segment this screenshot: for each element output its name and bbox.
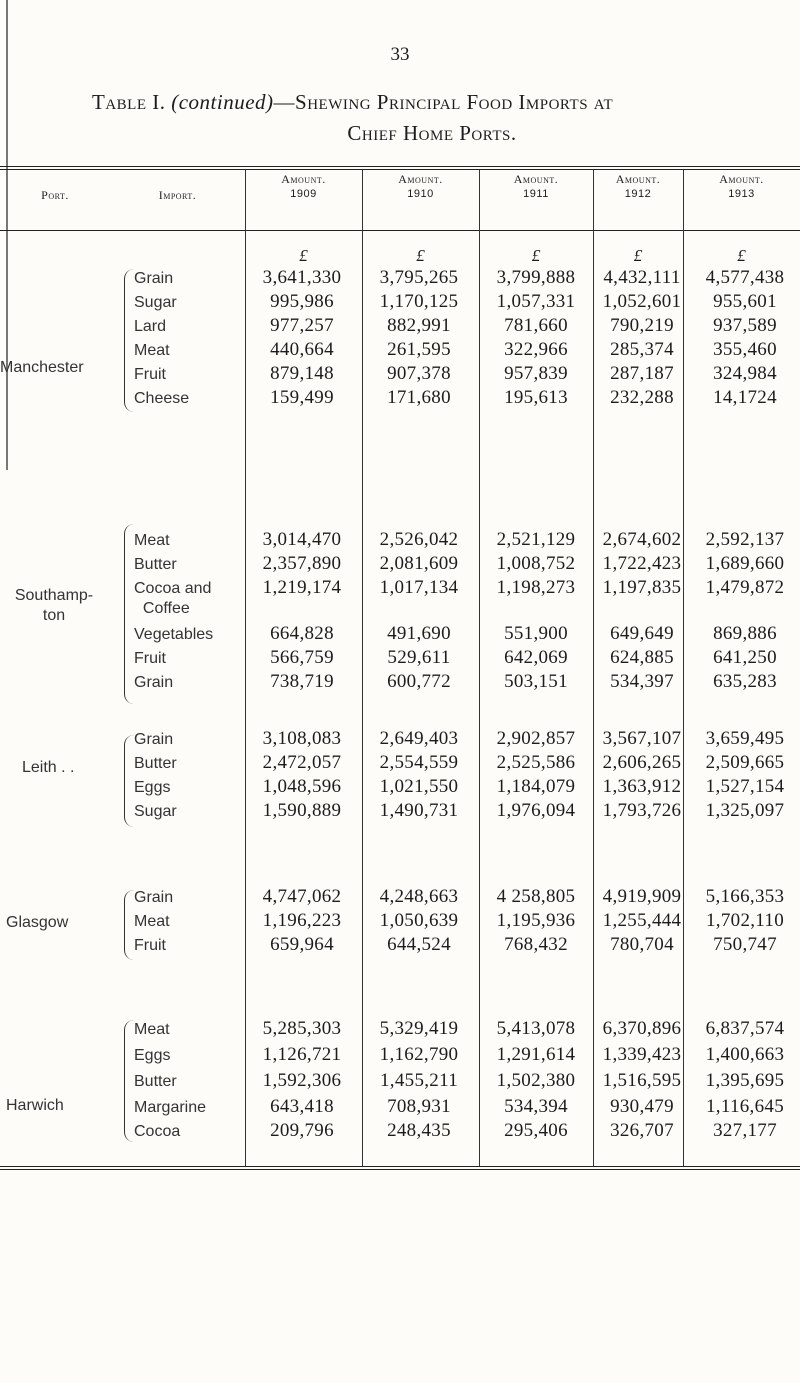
- pound-1911: £: [531, 246, 541, 265]
- amount-cell: 957,839: [504, 363, 568, 384]
- amount-cell: 1,702,110: [706, 910, 784, 931]
- header-amount-1912: Amount. 1912: [615, 172, 661, 200]
- import-item: Cheese: [134, 390, 190, 407]
- amount-cell: 2,526,042: [379, 529, 459, 550]
- amount-cell: 1,363,912: [602, 776, 682, 797]
- header-amount-1911: Amount. 1911: [513, 172, 559, 200]
- amount-cell: 2,081,609: [379, 553, 459, 574]
- amount-cell: 995,986: [270, 291, 334, 312]
- amount-cell: 248,435: [387, 1120, 451, 1141]
- amount-cell: 1,291,614: [496, 1044, 576, 1065]
- amount-cell: 2,509,665: [705, 752, 785, 773]
- port-glasgow: Glasgow: [6, 914, 69, 931]
- amount-cell: 295,406: [504, 1120, 568, 1141]
- import-item: Sugar: [134, 294, 177, 311]
- import-item: Vegetables: [134, 626, 214, 643]
- import-item: Fruit: [134, 650, 166, 667]
- amount-cell: 1,255,444: [602, 910, 682, 931]
- amount-cell: 955,601: [713, 291, 777, 312]
- import-item: Butter: [134, 1073, 177, 1090]
- amount-cell: 644,524: [387, 934, 451, 955]
- amount-cell: 3,108,083: [262, 728, 342, 749]
- amount-cell: 6,837,574: [705, 1018, 785, 1039]
- import-item: Fruit: [134, 937, 166, 954]
- import-item: Grain: [134, 674, 174, 691]
- amount-cell: 2,606,265: [602, 752, 682, 773]
- amount-cell: 1,325,097: [705, 800, 785, 821]
- amount-cell: 708,931: [387, 1096, 451, 1117]
- amount-cell: 1,479,872: [705, 577, 785, 598]
- amount-cell: 355,460: [713, 339, 777, 360]
- title-dash-text: —Shewing Principal Food Imports at: [273, 90, 614, 114]
- title-prefix: Table I.: [92, 90, 166, 114]
- amount-cell: 566,759: [270, 647, 334, 668]
- amount-cell: 2,674,602: [602, 529, 682, 550]
- amount-cell: 1,116,645: [706, 1096, 784, 1117]
- port-manchester: Manchester: [0, 359, 84, 376]
- amount-cell: 1,050,639: [379, 910, 459, 931]
- import-item: Butter: [134, 556, 177, 573]
- amount-cell: 285,374: [610, 339, 674, 360]
- import-item: Sugar: [134, 803, 177, 820]
- amount-cell: 4 258,805: [496, 886, 576, 907]
- amount-cell: 4,919,909: [602, 886, 682, 907]
- amount-cell: 869,886: [713, 623, 777, 644]
- amount-cell: 907,378: [387, 363, 451, 384]
- title-continued: (continued): [171, 90, 274, 114]
- amount-cell: 5,166,353: [705, 886, 785, 907]
- amount-cell: 1,195,936: [496, 910, 576, 931]
- col-divider-3-full: [479, 170, 480, 1166]
- title-line-2: Chief Home Ports.: [347, 121, 517, 145]
- amount-cell: 977,257: [270, 315, 334, 336]
- pound-1910: £: [416, 246, 425, 265]
- port-southampton: Southamp- ton: [14, 587, 94, 624]
- amount-cell: 643,418: [270, 1096, 334, 1117]
- amount-cell: 1,592,306: [262, 1070, 342, 1091]
- amount-cell: 324,984: [713, 363, 777, 384]
- table-final-rule: [0, 1166, 800, 1167]
- amount-cell: 1,455,211: [380, 1070, 458, 1091]
- amount-cell: 3,641,330: [262, 267, 342, 288]
- amount-cell: 3,567,107: [602, 728, 682, 749]
- amount-cell: 4,248,663: [379, 886, 459, 907]
- amount-cell: 879,148: [270, 363, 334, 384]
- amount-cell: 1,197,835: [602, 577, 682, 598]
- amount-cell: 1,722,423: [602, 553, 682, 574]
- amount-cell: 5,329,419: [379, 1018, 459, 1039]
- amount-cell: 534,397: [610, 671, 674, 692]
- header-import: Import.: [158, 188, 197, 202]
- amount-cell: 790,219: [610, 315, 674, 336]
- port-leith: Leith . .: [22, 759, 75, 776]
- amount-cell: 781,660: [504, 315, 568, 336]
- amount-cell: 287,187: [610, 363, 674, 384]
- amount-cell: 440,664: [270, 339, 334, 360]
- amount-cell: 1,976,094: [496, 800, 576, 821]
- amount-cell: 171,680: [387, 387, 451, 408]
- amount-cell: 1,516,595: [602, 1070, 682, 1091]
- amount-cell: 1,021,550: [379, 776, 459, 797]
- amount-cell: 600,772: [387, 671, 451, 692]
- amount-cell: 1,170,125: [379, 291, 459, 312]
- amount-cell: 5,413,078: [496, 1018, 576, 1039]
- amount-cell: 2,902,857: [496, 728, 576, 749]
- amount-cell: 1,052,601: [602, 291, 682, 312]
- table-final-rule-2: [0, 1169, 800, 1170]
- amount-cell: 232,288: [610, 387, 674, 408]
- import-item: Meat: [134, 342, 170, 359]
- col-divider-2-full: [362, 170, 363, 1166]
- amount-cell: 1,126,721: [262, 1044, 342, 1065]
- amount-cell: 1,057,331: [496, 291, 576, 312]
- amount-cell: 1,689,660: [705, 553, 785, 574]
- amount-cell: 1,400,663: [705, 1044, 785, 1065]
- amount-cell: 780,704: [610, 934, 674, 955]
- amount-cell: 6,370,896: [602, 1018, 682, 1039]
- import-item: Grain: [134, 889, 174, 906]
- import-item: Butter: [134, 755, 177, 772]
- amount-cell: 3,659,495: [705, 728, 785, 749]
- amount-cell: 937,589: [713, 315, 777, 336]
- amount-cell: 1,502,380: [496, 1070, 576, 1091]
- amount-cell: 641,250: [713, 647, 777, 668]
- header-amount-1910: Amount. 1910: [398, 172, 443, 200]
- amount-cell: 930,479: [610, 1096, 674, 1117]
- page-number: 33: [390, 44, 410, 65]
- amount-cell: 649,649: [610, 623, 674, 644]
- amount-cell: 1,793,726: [602, 800, 682, 821]
- amount-cell: 1,527,154: [705, 776, 785, 797]
- amount-cell: 1,490,731: [379, 800, 459, 821]
- amount-cell: 1,198,273: [496, 577, 576, 598]
- amount-cell: 2,472,057: [262, 752, 342, 773]
- amount-cell: 491,690: [387, 623, 451, 644]
- import-item: Lard: [134, 318, 167, 335]
- amount-cell: 635,283: [713, 671, 777, 692]
- import-item: Meat: [134, 532, 170, 549]
- amount-cell: 551,900: [504, 623, 568, 644]
- amount-cell: 659,964: [270, 934, 334, 955]
- pound-1913: £: [737, 246, 746, 265]
- import-item: Cocoa: [134, 1123, 181, 1140]
- amount-cell: 534,394: [504, 1096, 568, 1117]
- import-item: Cocoa and Coffee: [134, 580, 212, 617]
- amount-cell: 2,357,890: [262, 553, 342, 574]
- amount-cell: 195,613: [504, 387, 568, 408]
- pound-1909: £: [299, 246, 308, 265]
- amount-cell: 750,747: [713, 934, 777, 955]
- amount-cell: 1,196,223: [262, 910, 342, 931]
- amount-cell: 503,151: [504, 671, 568, 692]
- amount-cell: 1,048,596: [262, 776, 342, 797]
- import-item: Grain: [134, 731, 174, 748]
- amount-cell: 624,885: [610, 647, 674, 668]
- amount-cell: 209,796: [270, 1120, 334, 1141]
- amount-cell: 4,577,438: [705, 267, 785, 288]
- amount-cell: 2,525,586: [496, 752, 576, 773]
- amount-cell: 529,611: [387, 647, 451, 668]
- import-item: Eggs: [134, 779, 171, 796]
- amount-cell: 1,395,695: [705, 1070, 785, 1091]
- amount-cell: 1,008,752: [496, 553, 576, 574]
- amount-cell: 4,747,062: [262, 886, 342, 907]
- import-item: Grain: [134, 270, 174, 287]
- header-amount-1909: Amount. 1909: [281, 172, 326, 200]
- amount-cell: 2,554,559: [379, 752, 459, 773]
- import-item: Fruit: [134, 366, 166, 383]
- col-divider-4-full: [593, 170, 594, 1166]
- amount-cell: 14,1724: [713, 387, 777, 408]
- import-item: Meat: [134, 1021, 170, 1038]
- amount-cell: 882,991: [387, 315, 451, 336]
- import-item: Meat: [134, 913, 170, 930]
- import-item: Margarine: [134, 1099, 207, 1116]
- amount-cell: 642,069: [504, 647, 568, 668]
- amount-cell: 261,595: [387, 339, 451, 360]
- import-item: Eggs: [134, 1047, 171, 1064]
- amount-cell: 3,795,265: [379, 267, 459, 288]
- col-divider-1-full: [245, 170, 246, 1166]
- amount-cell: 4,432,111: [603, 267, 681, 288]
- amount-cell: 1,339,423: [602, 1044, 682, 1065]
- amount-cell: 327,177: [713, 1120, 777, 1141]
- amount-cell: 768,432: [504, 934, 568, 955]
- col-divider-5-full: [683, 170, 684, 1166]
- amount-cell: 326,707: [610, 1120, 674, 1141]
- amount-cell: 1,162,790: [379, 1044, 459, 1065]
- amount-cell: 159,499: [270, 387, 334, 408]
- amount-cell: 3,014,470: [262, 529, 342, 550]
- header-amount-1913: Amount. 1913: [719, 172, 764, 200]
- amount-cell: 664,828: [270, 623, 334, 644]
- amount-cell: 2,521,129: [496, 529, 576, 550]
- amount-cell: 2,592,137: [705, 529, 785, 550]
- port-harwich: Harwich: [6, 1097, 64, 1114]
- pound-1912: £: [633, 246, 643, 265]
- amount-cell: 1,219,174: [262, 577, 342, 598]
- amount-cell: 3,799,888: [496, 267, 576, 288]
- amount-cell: 322,966: [504, 339, 568, 360]
- amount-cell: 1,590,889: [262, 800, 342, 821]
- amount-cell: 738,719: [270, 671, 334, 692]
- amount-cell: 2,649,403: [379, 728, 459, 749]
- amount-cell: 1,184,079: [496, 776, 576, 797]
- amount-cell: 1,017,134: [379, 577, 459, 598]
- header-port: Port.: [41, 188, 69, 202]
- amount-cell: 5,285,303: [262, 1018, 342, 1039]
